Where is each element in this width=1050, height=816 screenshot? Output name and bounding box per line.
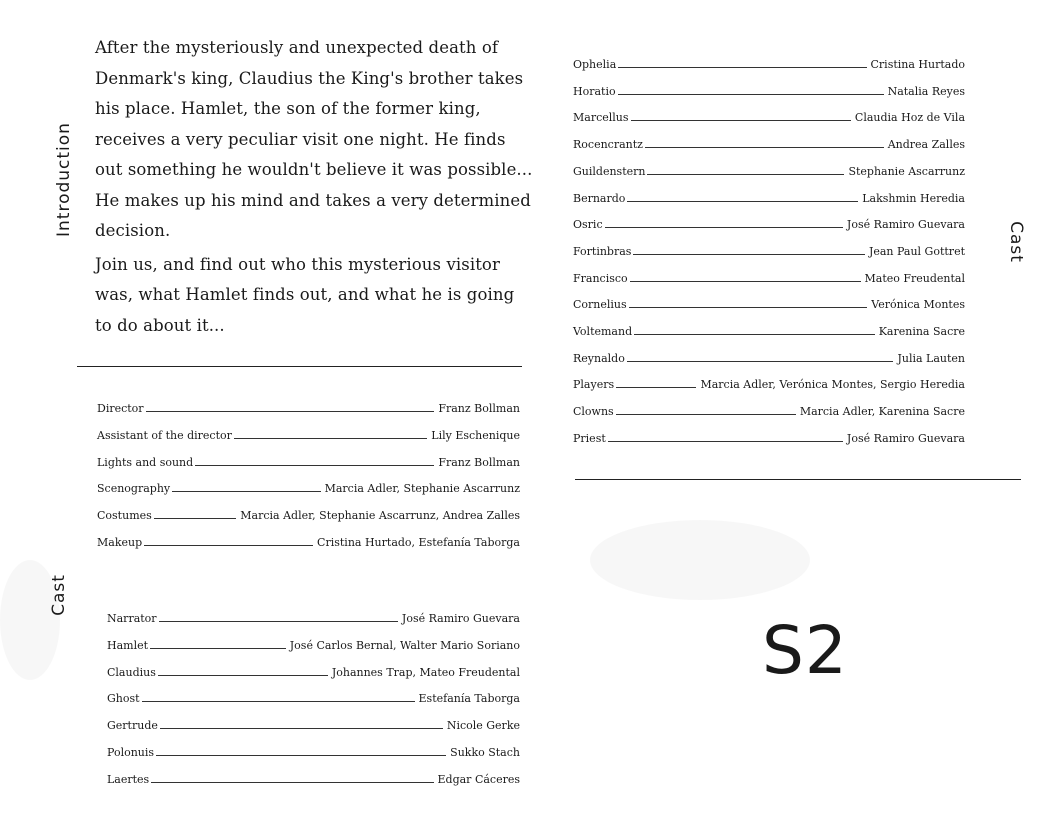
leader-line <box>629 307 868 308</box>
role-label: Lights and sound <box>97 455 194 469</box>
leader-line <box>608 441 843 442</box>
leader-line <box>631 120 851 121</box>
person-name: Sukko Stach <box>450 746 520 759</box>
intro-paragraph: After the mysteriously and unexpected death of Denmark's king, Claudius the King's brother takes his place. Hamlet, the son of the former king, receives a very peculiar visit one night. He finds out something he wouldn't believe it was possible... He makes up his mind and takes a very determined decision. <box>95 38 533 240</box>
leader-line <box>234 438 427 439</box>
credit-row <box>97 456 520 469</box>
role-label: Francisco <box>573 271 628 285</box>
credit-row <box>107 692 520 705</box>
leader-line <box>645 147 884 148</box>
role-label: Ophelia <box>573 58 617 71</box>
person-name: Nicole Gerke <box>446 719 520 733</box>
credit-row <box>97 482 520 495</box>
leader-line <box>630 281 861 282</box>
credit-row <box>97 402 520 415</box>
person-name: José Carlos Bernal, Walter Mario Soriano <box>289 638 520 652</box>
role-label: Guildenstern <box>573 164 646 178</box>
page-number: S2 <box>762 612 848 689</box>
leader-line <box>160 728 443 729</box>
role-label: Hamlet <box>107 638 149 652</box>
leader-line <box>627 361 894 362</box>
leader-line <box>647 174 844 175</box>
credit-row <box>573 325 965 338</box>
person-name: Edgar Cáceres <box>437 772 520 786</box>
credit-row <box>573 245 965 258</box>
role-label: Osric <box>573 218 603 232</box>
credit-row <box>573 58 965 71</box>
person-name: Lakshmin Heredia <box>862 191 965 205</box>
person-name: Natalia Reyes <box>887 84 965 98</box>
leader-line <box>618 67 866 68</box>
intro-paragraph: Join us, and find out who this mysterious visitor was, what Hamlet finds out, and what he is going to do about it... <box>95 254 515 335</box>
leader-line <box>616 387 696 388</box>
person-name: Marcia Adler, Verónica Montes, Sergio Heredia <box>700 378 965 392</box>
credit-row <box>97 536 520 549</box>
person-name: Marcia Adler, Karenina Sacre <box>799 405 965 419</box>
leader-line <box>156 755 446 756</box>
role-label: Clowns <box>573 405 614 419</box>
role-label: Reynaldo <box>573 351 625 365</box>
leader-line <box>605 227 843 228</box>
cast-label-left: Cast <box>49 574 69 616</box>
scan-smudge <box>590 520 810 600</box>
person-name: Marcia Adler, Stephanie Ascarrunz, Andrea Zalles <box>240 509 520 523</box>
credit-row <box>573 432 965 445</box>
leader-line <box>616 414 796 415</box>
leader-line <box>146 411 435 412</box>
credit-row <box>107 746 520 759</box>
role-label: Bernardo <box>573 191 626 205</box>
person-name: Karenina Sacre <box>878 325 965 338</box>
credit-row <box>573 165 965 178</box>
credit-row <box>573 352 965 365</box>
role-label: Fortinbras <box>573 244 632 258</box>
cast-label-right: Cast <box>1006 221 1026 263</box>
role-label: Players <box>573 378 615 392</box>
person-name: José Ramiro Guevara <box>401 612 520 625</box>
person-name: Andrea Zalles <box>887 138 965 152</box>
role-label: Claudius <box>107 665 156 679</box>
leader-line <box>150 648 286 649</box>
person-name: Mateo Freudental <box>864 271 965 285</box>
person-name: Franz Bollman <box>438 402 520 415</box>
credit-row <box>573 138 965 151</box>
person-name: Lily Eschenique <box>431 428 520 442</box>
person-name: Estefanía Taborga <box>418 692 520 706</box>
leader-line <box>195 465 434 466</box>
credit-row <box>107 773 520 786</box>
credit-row <box>107 666 520 679</box>
credit-row <box>107 639 520 652</box>
role-label: Priest <box>573 431 606 445</box>
leader-line <box>634 334 875 335</box>
role-label: Voltemand <box>573 325 633 338</box>
credit-row <box>573 272 965 285</box>
person-name: Verónica Montes <box>871 298 965 312</box>
person-name: José Ramiro Guevara <box>846 218 965 232</box>
leader-line <box>627 201 858 202</box>
role-label: Director <box>97 402 144 415</box>
person-name: Johannes Trap, Mateo Freudental <box>331 665 520 679</box>
credit-row <box>573 298 965 311</box>
credit-row <box>107 612 520 625</box>
role-label: Marcellus <box>573 111 629 125</box>
role-label: Cornelius <box>573 298 627 312</box>
role-label: Makeup <box>97 536 143 549</box>
leader-line <box>142 701 415 702</box>
credit-row <box>107 719 520 732</box>
role-label: Laertes <box>107 772 150 786</box>
person-name: Claudia Hoz de Vila <box>854 111 965 125</box>
credit-row <box>573 218 965 231</box>
person-name: José Ramiro Guevara <box>846 431 965 445</box>
role-label: Scenography <box>97 482 171 496</box>
person-name: Cristina Hurtado <box>870 58 965 71</box>
role-label: Ghost <box>107 692 140 706</box>
credit-row <box>573 85 965 98</box>
leader-line <box>618 94 884 95</box>
credit-row <box>573 111 965 124</box>
role-label: Polonuis <box>107 746 155 759</box>
credit-row <box>97 429 520 442</box>
introduction-text <box>95 33 535 344</box>
leader-line <box>144 545 313 546</box>
person-name: Franz Bollman <box>438 455 520 469</box>
section-divider <box>575 479 1021 480</box>
leader-line <box>159 621 398 622</box>
person-name: Jean Paul Gottret <box>868 244 965 258</box>
leader-line <box>154 518 237 519</box>
credit-row <box>97 509 520 522</box>
credit-row <box>573 378 965 391</box>
leader-line <box>172 491 320 492</box>
introduction-label: Introduction <box>54 122 74 237</box>
leader-line <box>633 254 865 255</box>
person-name: Stephanie Ascarrunz <box>848 164 965 178</box>
section-divider <box>77 366 522 367</box>
person-name: Marcia Adler, Stephanie Ascarrunz <box>324 482 520 496</box>
credit-row <box>573 192 965 205</box>
credit-row <box>573 405 965 418</box>
person-name: Julia Lauten <box>897 351 965 365</box>
person-name: Cristina Hurtado, Estefanía Taborga <box>317 536 520 549</box>
role-label: Gertrude <box>107 719 158 733</box>
role-label: Horatio <box>573 84 616 98</box>
leader-line <box>151 782 433 783</box>
leader-line <box>158 675 328 676</box>
role-label: Assistant of the director <box>97 428 232 442</box>
role-label: Narrator <box>107 612 157 625</box>
role-label: Costumes <box>97 509 152 523</box>
role-label: Rocencrantz <box>573 138 643 152</box>
